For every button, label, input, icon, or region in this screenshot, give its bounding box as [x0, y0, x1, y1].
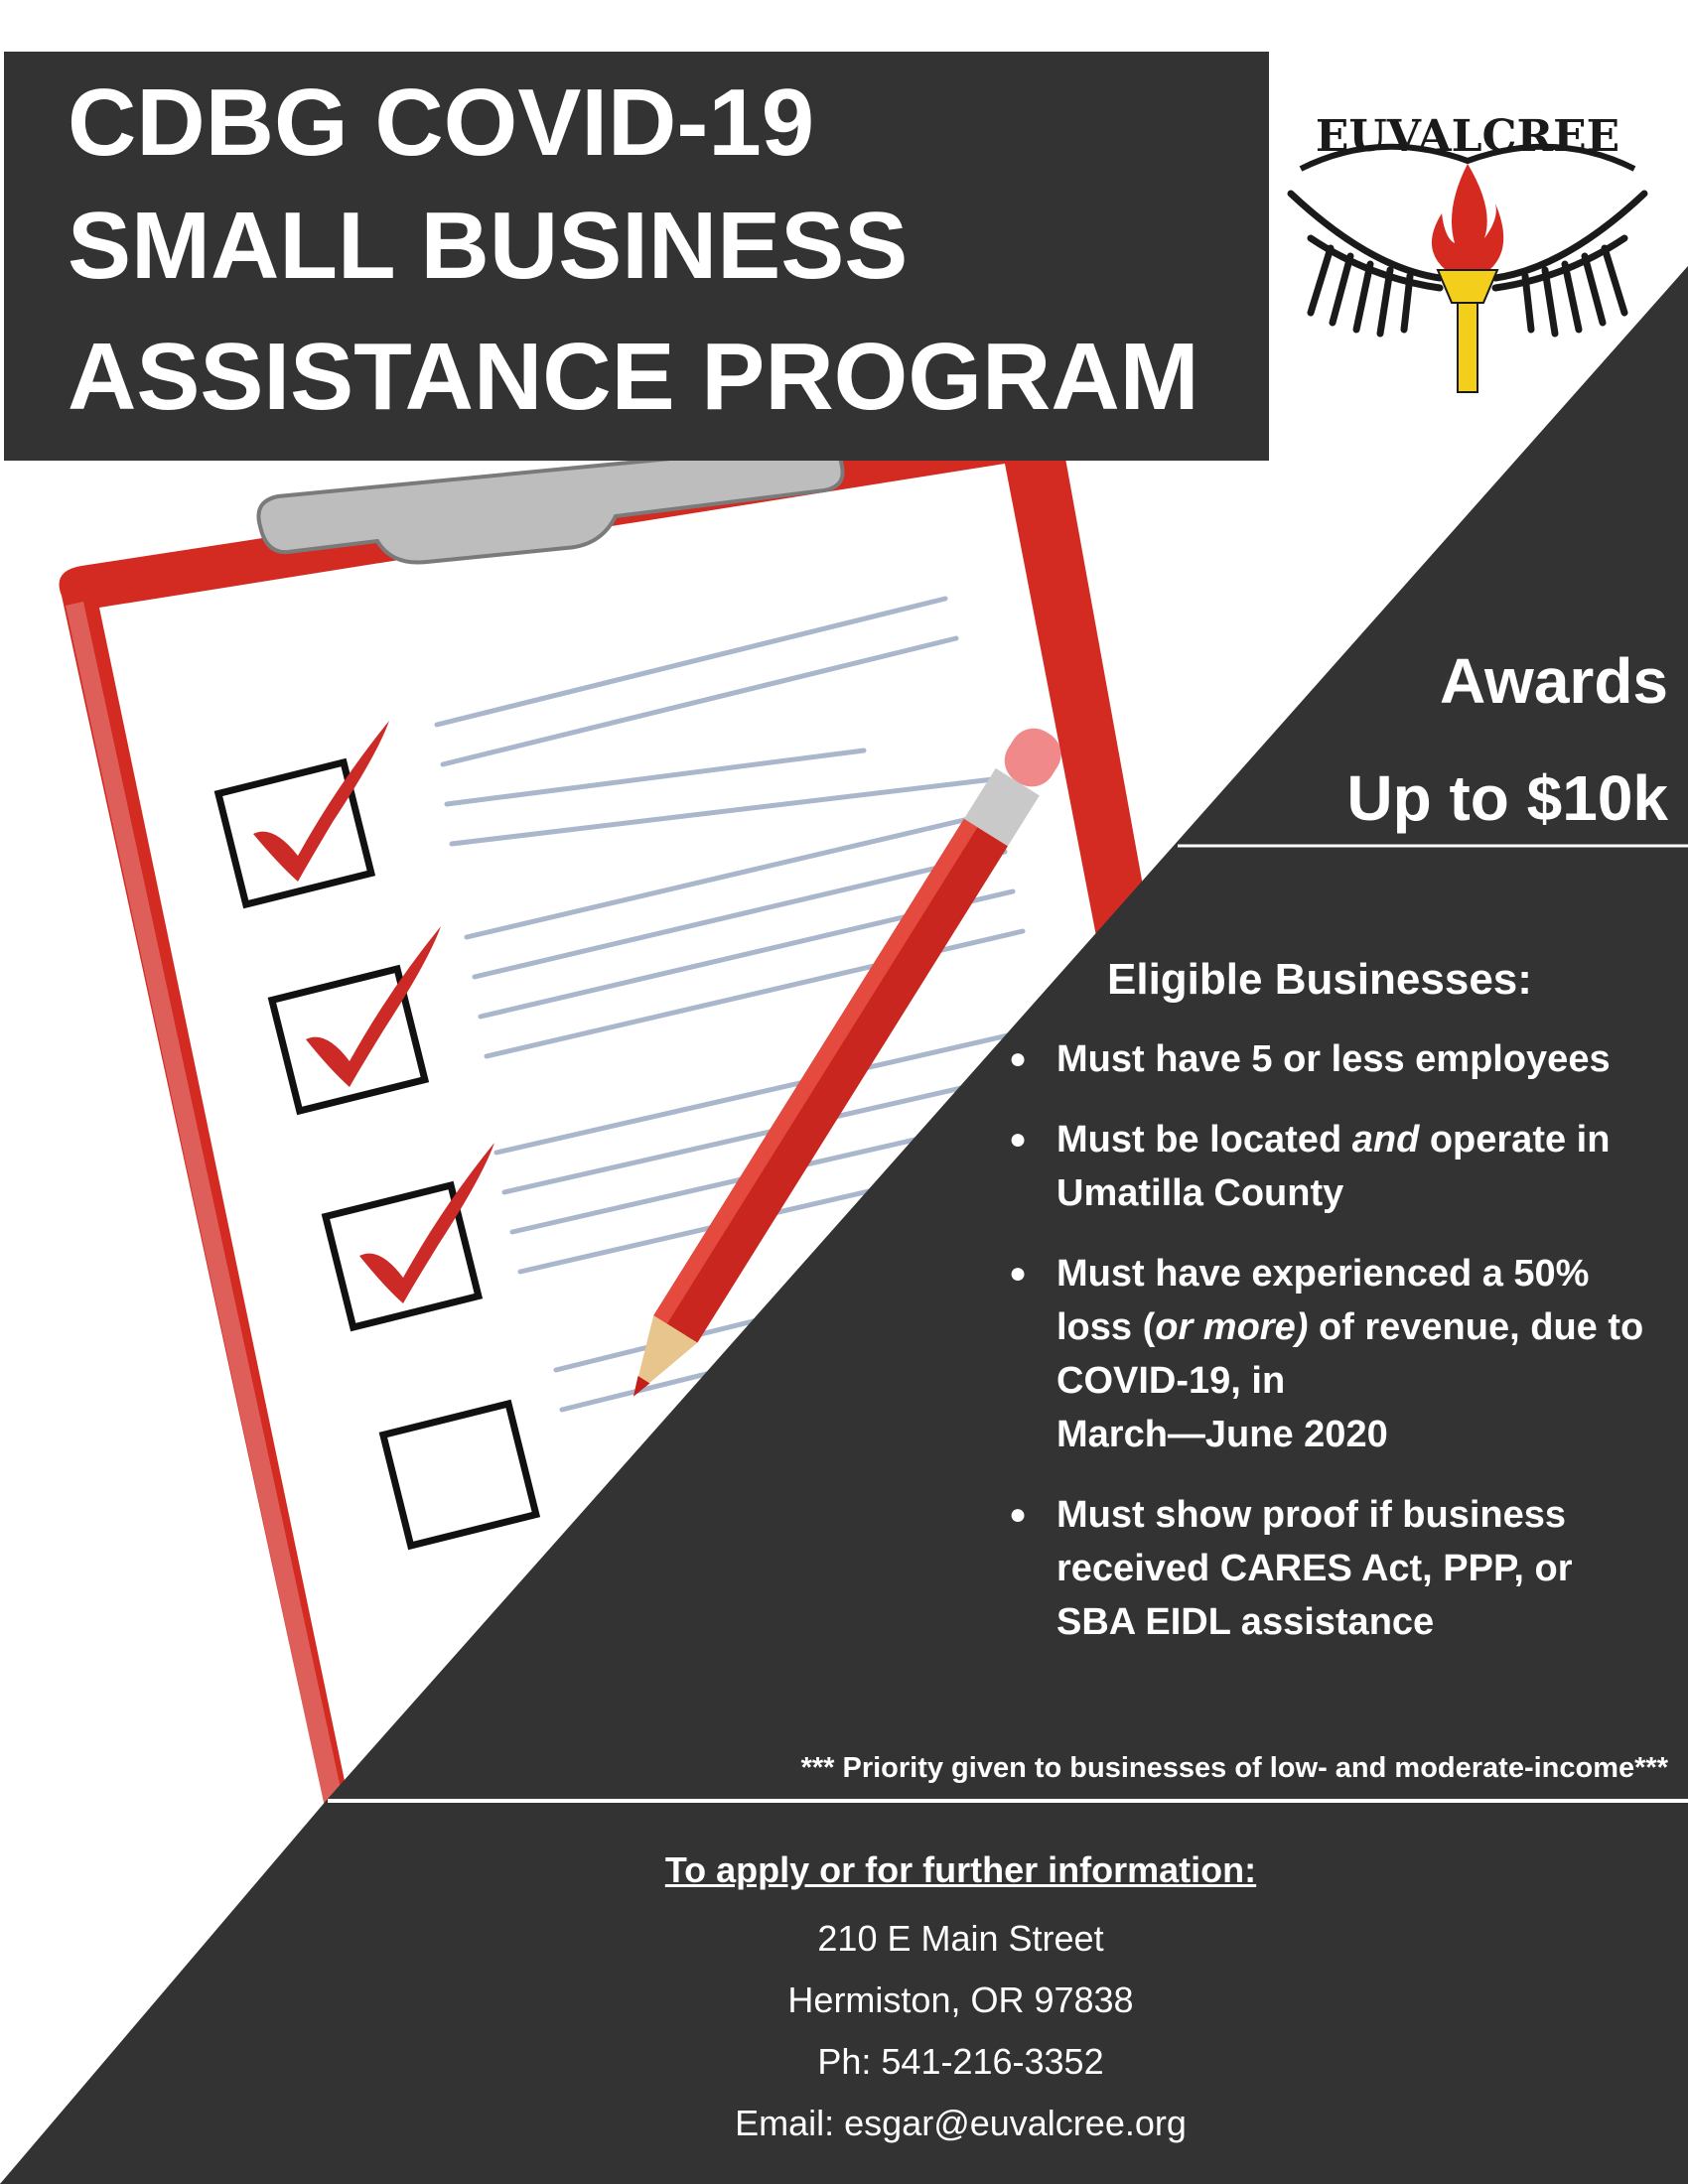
title-line-3: ASSISTANCE PROGRAM	[68, 324, 1199, 430]
title-banner	[4, 52, 1269, 461]
address-line-1: 210 E Main Street	[817, 1918, 1104, 1959]
contact-heading: To apply or for further information:	[664, 1849, 1257, 1890]
bullet-dot-icon: ●	[1009, 1123, 1028, 1156]
priority-note: *** Priority given to businesses of low- and moderate-income***	[800, 1752, 1668, 1784]
logo	[1271, 99, 1664, 417]
list-item: ● Must have 5 or less employees	[1005, 1032, 1660, 1086]
list-item: ● Must be located and operate in Umatilla County	[1005, 1113, 1660, 1220]
winged-torch-icon	[1271, 99, 1664, 417]
eligibility-heading: Eligible Businesses:	[1107, 955, 1532, 1004]
phone-number: Ph: 541-216-3352	[817, 2041, 1104, 2082]
bullet-dot-icon: ●	[1009, 1257, 1028, 1290]
bullet-dot-icon: ●	[1009, 1498, 1028, 1531]
divider	[328, 1799, 1688, 1803]
awards-label: Awards	[1439, 645, 1668, 717]
awards-amount: Up to $10k	[1346, 762, 1668, 834]
list-item: ● Must have experienced a 50% loss (or more) of revenue, due to COVID-19, in March—June 2020	[1005, 1247, 1660, 1461]
title-line-2: SMALL BUSINESS	[68, 193, 909, 299]
title-line-1: CDBG COVID-19	[68, 69, 815, 176]
address-line-2: Hermiston, OR 97838	[787, 1979, 1134, 2020]
eligibility-list	[1005, 1032, 1660, 1676]
list-item: ● Must show proof if business received CARES Act, PPP, or SBA EIDL assistance	[1005, 1488, 1660, 1649]
email-address[interactable]: Email: esgar@euvalcree.org	[735, 2103, 1187, 2143]
bullet-dot-icon: ●	[1009, 1042, 1028, 1075]
svg-text:EUVALCREE: EUVALCREE	[1315, 111, 1620, 162]
